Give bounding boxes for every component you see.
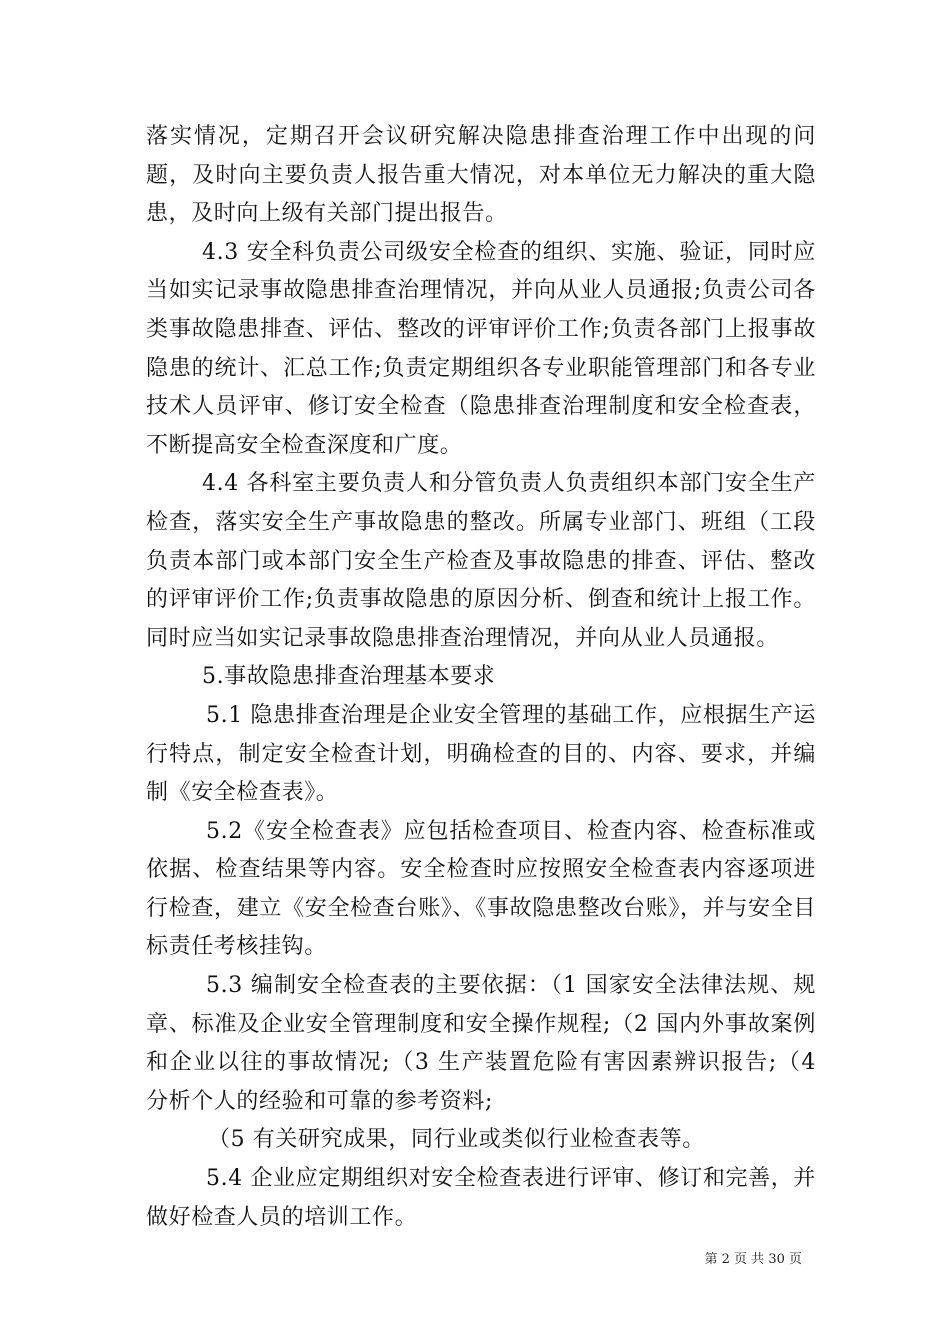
- page-number-footer: 第 2 页 共 30 页: [704, 1252, 802, 1267]
- paragraph-5-3: 5.3 编制安全检查表的主要依据：（1 国家安全法律法规、规章、标准及企业安全管理制度和安全操作规程;（2 国内外事故案例和企业以往的事故情况;（3 生产装置危险有害因素辨识报告;（4 分析个人的经验和可靠的参考资料;: [146, 973, 816, 1114]
- paragraph-4-3: 4.3 安全科负责公司级安全检查的组织、实施、验证，同时应当如实记录事故隐患排查治理情况，并向从业人员通报;负责公司各类事故隐患排查、评估、整改的评审评价工作;负责各部门上报事故隐患的统计、汇总工作;负责定期组织各专业职能管理部门和各专业技术人员评审、修订安全检查（隐患排查治理制度和安全检查表，不断提高安全检查深度和广度。: [146, 239, 816, 458]
- section-heading-5: 5.事故隐患排查治理基本要求: [202, 664, 496, 690]
- paragraph-continuation: 落实情况，定期召开会议研究解决隐患排查治理工作中出现的问题，及时向主要负责人报告重大情况，对本单位无力解决的重大隐患，及时向上级有关部门提出报告。: [146, 124, 816, 227]
- paragraph-5-3-item-5: （5 有关研究成果，同行业或类似行业检查表等。: [208, 1127, 705, 1153]
- document-body: [146, 118, 816, 1237]
- paragraph-5-1: 5.1 隐患排查治理是企业安全管理的基础工作，应根据生产运行特点，制定安全检查计划，明确检查的目的、内容、要求，并编制《安全检查表》。: [146, 702, 816, 806]
- paragraph-5-2: 5.2《安全检查表》应包括检查项目、检查内容、检查标准或依据、检查结果等内容。安全检查时应按照安全检查表内容逐项进行检查，建立《安全检查台账》、《事故隐患整改台账》，并与安全目标责任考核挂钩。: [146, 818, 816, 960]
- paragraph-5-4: 5.4 企业应定期组织对安全检查表进行评审、修订和完善，并做好检查人员的培训工作。: [146, 1166, 816, 1230]
- paragraph-4-4: 4.4 各科室主要负责人和分管负责人负责组织本部门安全生产检查，落实安全生产事故隐患的整改。所属专业部门、班组（工段负责本部门或本部门安全生产检查及事故隐患的排查、评估、整改的评审评价工作;负责事故隐患的原因分析、倒查和统计上报工作。同时应当如实记录事故隐患排查治理情况，并向从业人员通报。: [146, 471, 816, 651]
